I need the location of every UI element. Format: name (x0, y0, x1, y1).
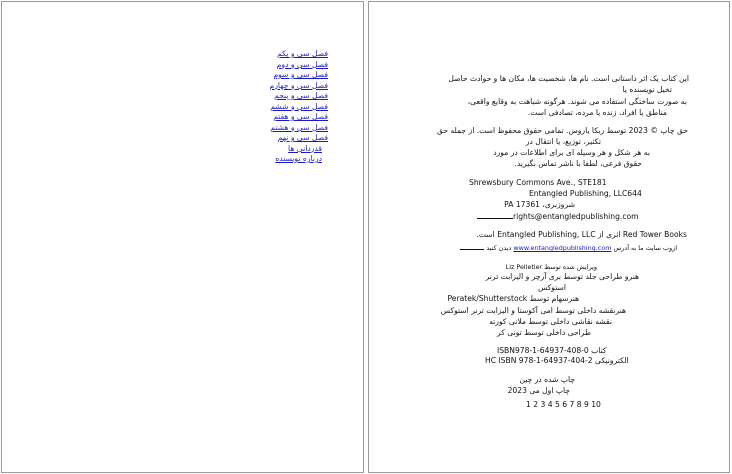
address-line-2: Entangled Publishing, LLC644 (529, 189, 642, 198)
toc-item (232, 67, 328, 78)
toc-item (232, 141, 328, 152)
address-line-1: Shrewsbury Commons Ave., STE181 (469, 178, 607, 187)
toc-link-chapter-39[interactable]: فصل سی و نهم (277, 133, 328, 142)
toc-item (232, 120, 328, 131)
table-of-contents (232, 46, 328, 162)
email-underline (477, 211, 513, 219)
editor-credit: ویرایش شده توسط Liz Pelletier (505, 263, 597, 271)
toc-link-about-author[interactable]: درباره نویسنده (275, 154, 322, 163)
rights-line-4: حقوق فرعی، لطفا با ناشر تماس بگیرید. (514, 159, 642, 168)
interior-credit-line-2: نقشه نقاشی داخلی توسط ملانی کورته (489, 317, 612, 326)
fiction-disclaimer-line-2: تخیل نویسنده یا (622, 84, 672, 94)
toc-item (232, 130, 328, 141)
interior-credit-line-3: طراحی داخلی توسط تونی کر (497, 328, 591, 337)
cover-credit-line-2: استوکس (538, 283, 566, 292)
toc-link-chapter-35[interactable]: فصل سی و پنجم (274, 91, 328, 100)
interior-credit-line-1: هنرنقشه داخلی توسط امی آکوستا و الیزابت ترنر استوکس (440, 306, 626, 315)
toc-link-chapter-34[interactable]: فصل سی و چهارم (269, 80, 328, 90)
fiction-disclaimer-line-1: این کتاب یک اثر داستانی است. نام ها، شخصیت ها، مکان ها و حوادث حاصل (448, 74, 689, 83)
toc-item (232, 46, 328, 57)
website-intro: ازوب سایت ما به آدرس (613, 244, 677, 252)
rights-line-3: به هر شکل و هر وسیله ای برای اطلاعات در مورد (493, 148, 650, 157)
rights-email-row (477, 211, 639, 223)
printed-in: چاپ شده در چین (519, 375, 575, 384)
cover-credit-line-1: هنرو طراحی جلد توسط بری آرچر و الیزابت ترنر (485, 272, 639, 281)
imprint-line: Red Tower Books اثری از Entangled Publishing, LLC است. (476, 230, 687, 239)
stock-credit: هنرسهام توسط Peratek/Shutterstock (447, 294, 579, 303)
toc-item (232, 151, 328, 162)
toc-link-chapter-36[interactable]: فصل سی و ششم (270, 101, 328, 111)
toc-link-chapter-33[interactable]: فصل سی و سوم (273, 70, 328, 79)
website-link[interactable]: www.entangledpublishing.com (513, 244, 612, 252)
toc-item (232, 57, 328, 68)
first-edition: چاپ اول می 2023 (507, 386, 570, 395)
website-underline (460, 242, 484, 250)
left-page (1, 1, 364, 473)
right-page (368, 1, 730, 473)
website-line (460, 242, 677, 254)
toc-link-chapter-32[interactable]: فصل سی و دوم (276, 59, 328, 69)
toc-item (232, 88, 328, 99)
printing-numbers: 1 2 3 4 5 6 7 8 9 10 (526, 400, 601, 409)
fiction-disclaimer-line-4: مناطق یا افراد، زنده یا مرده، تصادفی است. (527, 108, 667, 117)
toc-item (232, 109, 328, 120)
fiction-disclaimer-line-3: به صورت ساختگی استفاده می شوند. هرگونه شباهت به وقایع واقعی، (467, 97, 687, 106)
toc-link-chapter-31[interactable]: فصل سی و یکم (277, 49, 328, 58)
website-outro: دیدن کنید (486, 244, 512, 252)
isbn-line-2: HC ISBN 978-1-64937-404-2 الکترونیکی (485, 356, 629, 365)
rights-line-2: تکثیر، توزیع، یا انتقال در (525, 137, 601, 146)
rights-email[interactable]: rights@entangledpublishing.com (513, 212, 639, 221)
toc-link-chapter-37[interactable]: فصل سی و هفتم (273, 112, 328, 121)
rights-line-1: حق چاپ © 2023 توسط ربکا یاروس. تمامی حقوق محفوظ است. از جمله حق (437, 126, 688, 135)
toc-link-chapter-38[interactable]: فصل سی و هشتم (270, 122, 328, 132)
isbn-line-1: ISBN978-1-64937-408-0 کتاب (497, 346, 607, 355)
toc-link-acknowledgments[interactable]: قدردانی ها (288, 143, 322, 153)
toc-item (232, 99, 328, 110)
address-line-3: شروزبری، PA 17361 (504, 200, 575, 209)
toc-item (232, 78, 328, 89)
